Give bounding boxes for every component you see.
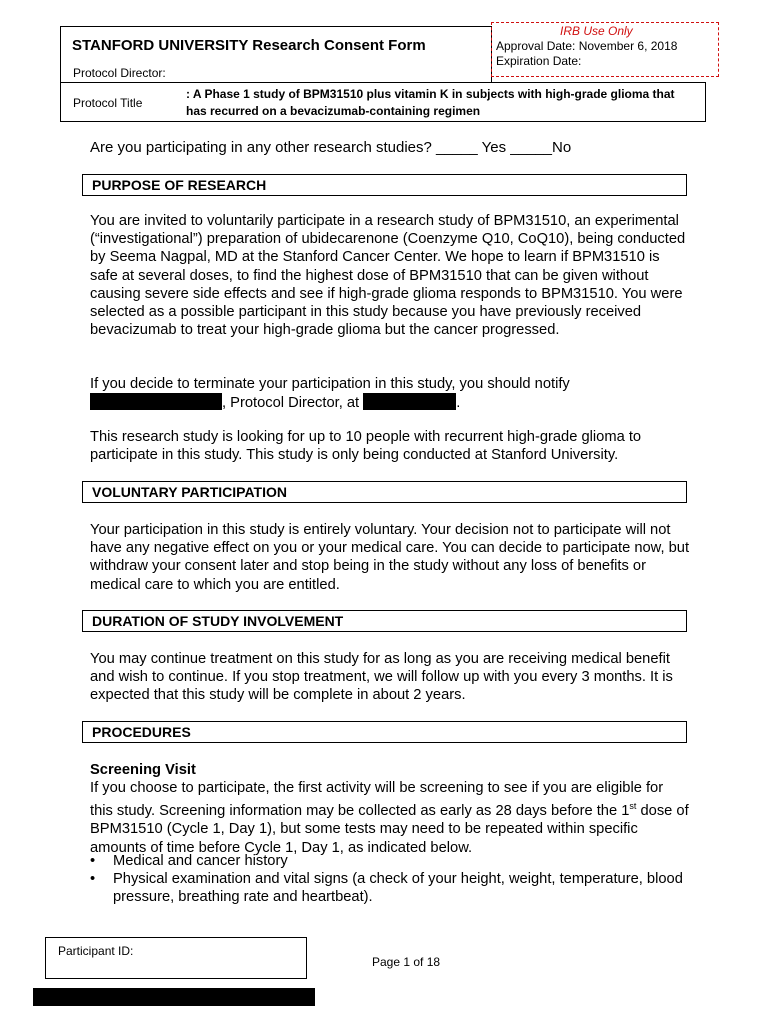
screening-paragraph — [90, 779, 690, 857]
protocol-director-label: Protocol Director: — [73, 66, 166, 80]
protocol-title-label: Protocol Title — [73, 96, 143, 110]
screening-visit-heading: Screening Visit — [90, 762, 196, 778]
purpose-paragraph-1: You are invited to voluntarily participate in a research study of BPM31510, an experimental (“investigational”) preparation of ubidecarenone (Coenzyme Q10, CoQ10), being conducted by Seema Nagpal, MD at the Stanford Cancer Center. We hope to learn if BPM31510 is safe at several doses, to find the highest dose of BPM31510 that can be given without causing severe side effects and see if high-grade glioma responds to BPM31510. You were selected as a possible participant in this study because you have previously received bevacizumab to treat your high-grade glioma but the cancer progressed. — [90, 213, 686, 339]
irb-approval-date: Approval Date: November 6, 2018 — [496, 39, 678, 53]
bullet-icon: • — [90, 853, 96, 869]
purpose-paragraph-2 — [90, 375, 690, 412]
purpose-notify-text: If you decide to terminate your participation in this study, you should notify — [90, 376, 570, 392]
other-studies-question: Are you participating in any other research studies? _____ Yes _____No — [90, 139, 572, 156]
list-item-text: Physical examination and vital signs (a check of your height, weight, temperature, blood pressure, breathing rate and heartbeat). — [113, 871, 683, 906]
section-heading-duration: DURATION OF STUDY INVOLVEMENT — [92, 613, 344, 629]
bullet-icon: • — [90, 871, 96, 887]
protocol-director-text: , Protocol Director, at — [222, 395, 360, 412]
purpose-period: . — [456, 395, 461, 412]
section-heading-procedures: PROCEDURES — [92, 724, 191, 740]
duration-paragraph: You may continue treatment on this study for as long as you are receiving medical benefit and wish to continue. If you stop treatment, we will follow up with you every 3 months. It is expected that this study will be complete in about 2 years. — [90, 651, 673, 704]
page-number: Page 1 of 18 — [372, 955, 441, 969]
redaction-bar — [33, 988, 315, 1006]
ordinal-suffix: st — [629, 801, 637, 812]
redaction-bar — [363, 393, 456, 410]
voluntary-paragraph: Your participation in this study is entirely voluntary. Your decision not to participate will not have any negative effect on you or your medical care. You can decide to participate now, but withdraw your consent later and stop being in the study without any loss of benefits or medical care to which you are entitled. — [90, 522, 690, 593]
protocol-title: : A Phase 1 study of BPM31510 plus vitamin K in subjects with high-grade glioma that has recurred on a bevacizumab-containing regimen — [186, 87, 675, 118]
purpose-paragraph-3: This research study is looking for up to 10 people with recurrent high-grade glioma to participate in this study. This study is only being conducted at Stanford University. — [90, 429, 642, 464]
irb-title: IRB Use Only — [560, 24, 633, 38]
screening-text-a: If you choose to participate, the first activity will be screening to see if you are eligible for this study. Screening information may be collected as early as 28 days before the 1 — [90, 780, 664, 820]
redaction-bar — [90, 393, 222, 410]
form-title: STANFORD UNIVERSITY Research Consent Form — [72, 37, 426, 54]
participant-id-label: Participant ID: — [58, 944, 134, 958]
section-heading-purpose: PURPOSE OF RESEARCH — [92, 177, 267, 193]
irb-expiration-date: Expiration Date: — [496, 54, 582, 68]
list-item-text: Medical and cancer history — [113, 853, 288, 869]
section-heading-voluntary: VOLUNTARY PARTICIPATION — [92, 484, 287, 500]
screening-text-b: dose of BPM31510 (Cycle 1, Day 1), but some tests may need to be repeated within specific amounts of time before Cycle 1, Day 1, as indicated below. — [90, 803, 689, 856]
